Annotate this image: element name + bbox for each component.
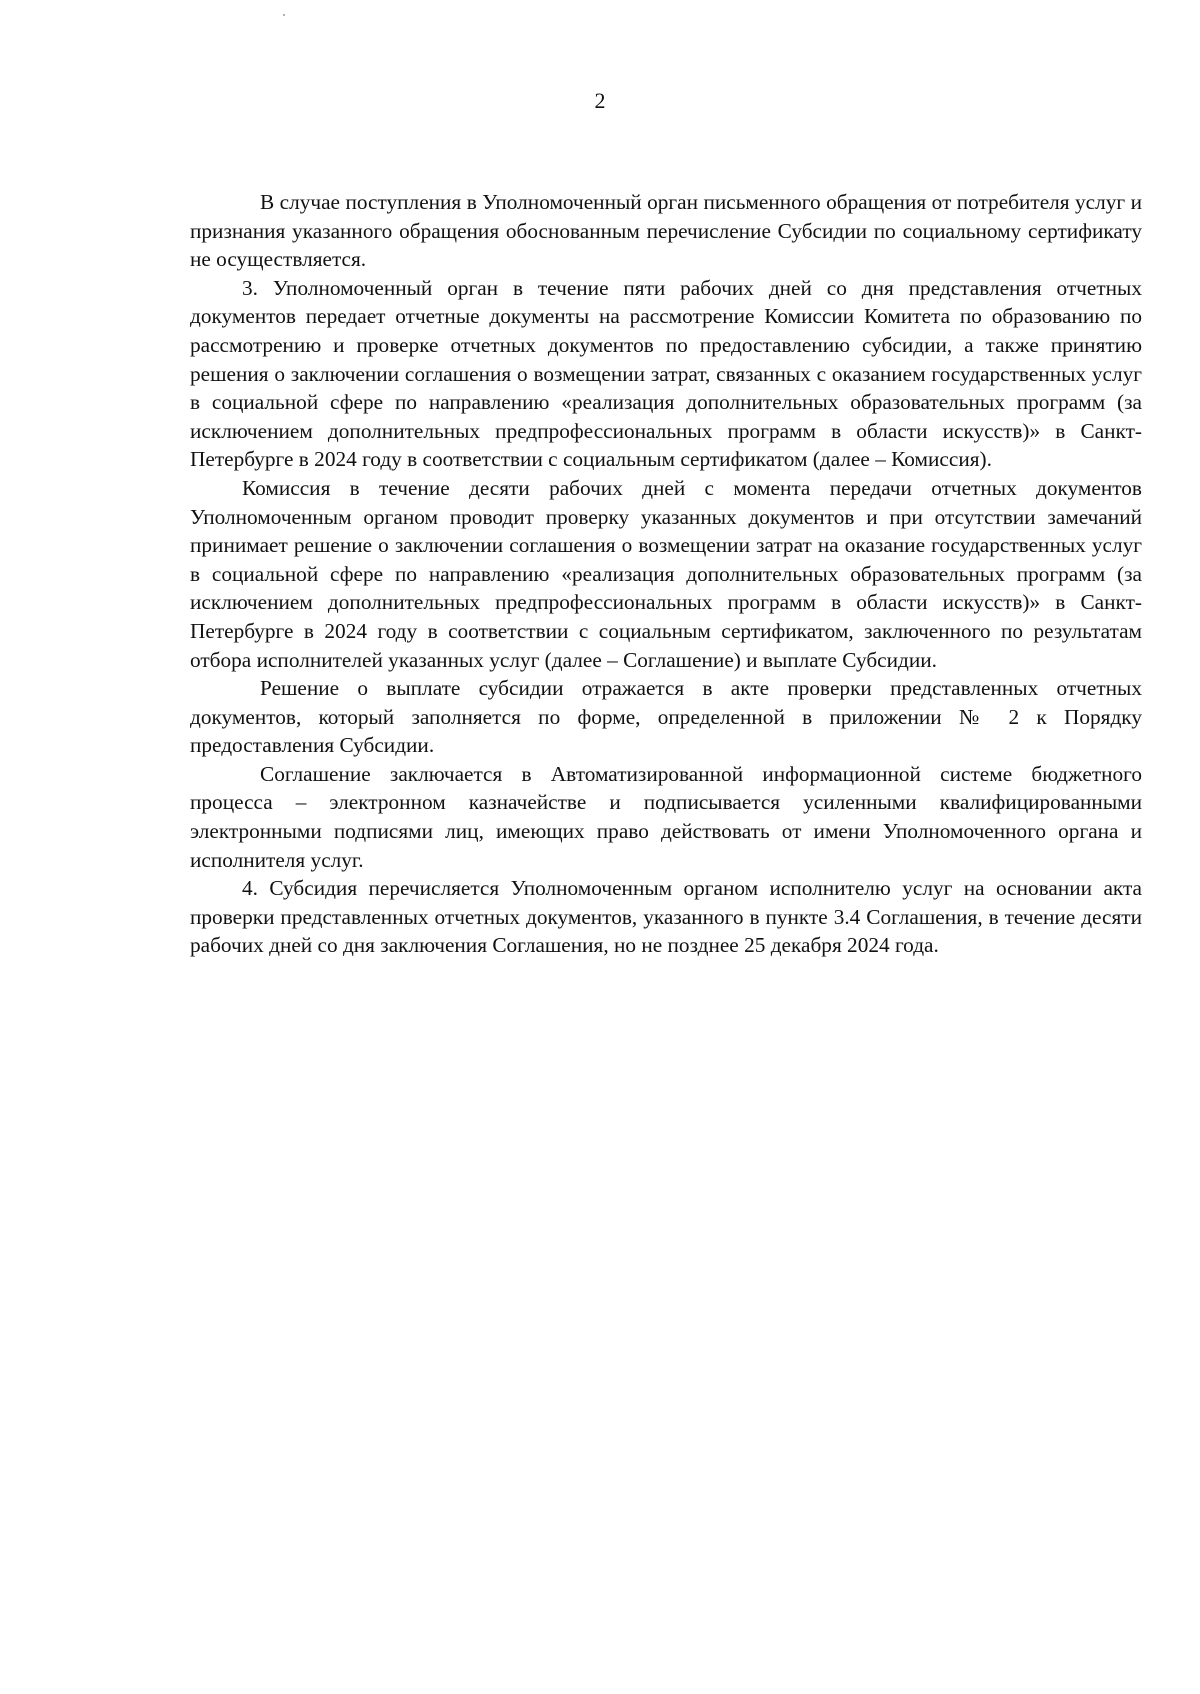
paragraph-item-4: 4. Субсидия перечисляется Уполномоченным органом исполнителю услуг на основании акта проверки представленных отчетных документов, указанного в пункте 3.4 Соглашения, в течение десяти рабочих дней со дня заключения Соглашения, но не позднее 25 декабря 2024 года.	[190, 876, 1142, 958]
page-number: 2	[594, 88, 606, 113]
scan-speck	[283, 14, 285, 16]
paragraph-commission-review: Комиссия в течение десяти рабочих дней с момента передачи отчетных документов Уполномоченным органом проводит проверку указанных документов и при отсутствии замечаний принимает решение о заключении соглашения о возмещении затрат на оказание государственных услуг в социальной сфере по направлению «реализация дополнительных образовательных программ (за исключением дополнительных предпрофессиональных программ в области искусств)» в Санкт-Петербурге в 2024 году в соответствии с социальным сертификатом, заключенного по результатам отбора исполнителей указанных услуг (далее – Соглашение) и выплате Субсидии.	[190, 475, 1142, 672]
paragraph-agreement-signing: Соглашение заключается в Автоматизированной информационной системе бюджетного процесса – электронном казначействе и подписывается усиленными квалифицированными электронными подписями лиц, имеющих право действовать от имени Уполномоченного органа и исполнителя услуг.	[190, 761, 1142, 872]
paragraph-complaint: В случае поступления в Уполномоченный орган письменного обращения от потребителя услуг и признания указанного обращения обоснованным перечисление Субсидии по социальному сертификату не осуществляется.	[190, 190, 1142, 272]
document-body	[190, 188, 1142, 960]
paragraph-item-3: 3. Уполномоченный орган в течение пяти рабочих дней со дня представления отчетных документов передает отчетные документы на рассмотрение Комиссии Комитета по образованию по рассмотрению и проверке отчетных документов по предоставлению субсидии, а также принятию решения о заключении соглашения о возмещении затрат, связанных с оказанием государственных услуг в социальной сфере по направлению «реализация дополнительных образовательных программ (за исключением дополнительных предпрофессиональных программ в области искусств)» в Санкт-Петербурге в 2024 году в соответствии с социальным сертификатом (далее – Комиссия).	[190, 275, 1142, 472]
paragraph-payment-decision: Решение о выплате субсидии отражается в акте проверки представленных отчетных документов, который заполняется по форме, определенной в приложении № 2 к Порядку предоставления Субсидии.	[190, 676, 1142, 758]
